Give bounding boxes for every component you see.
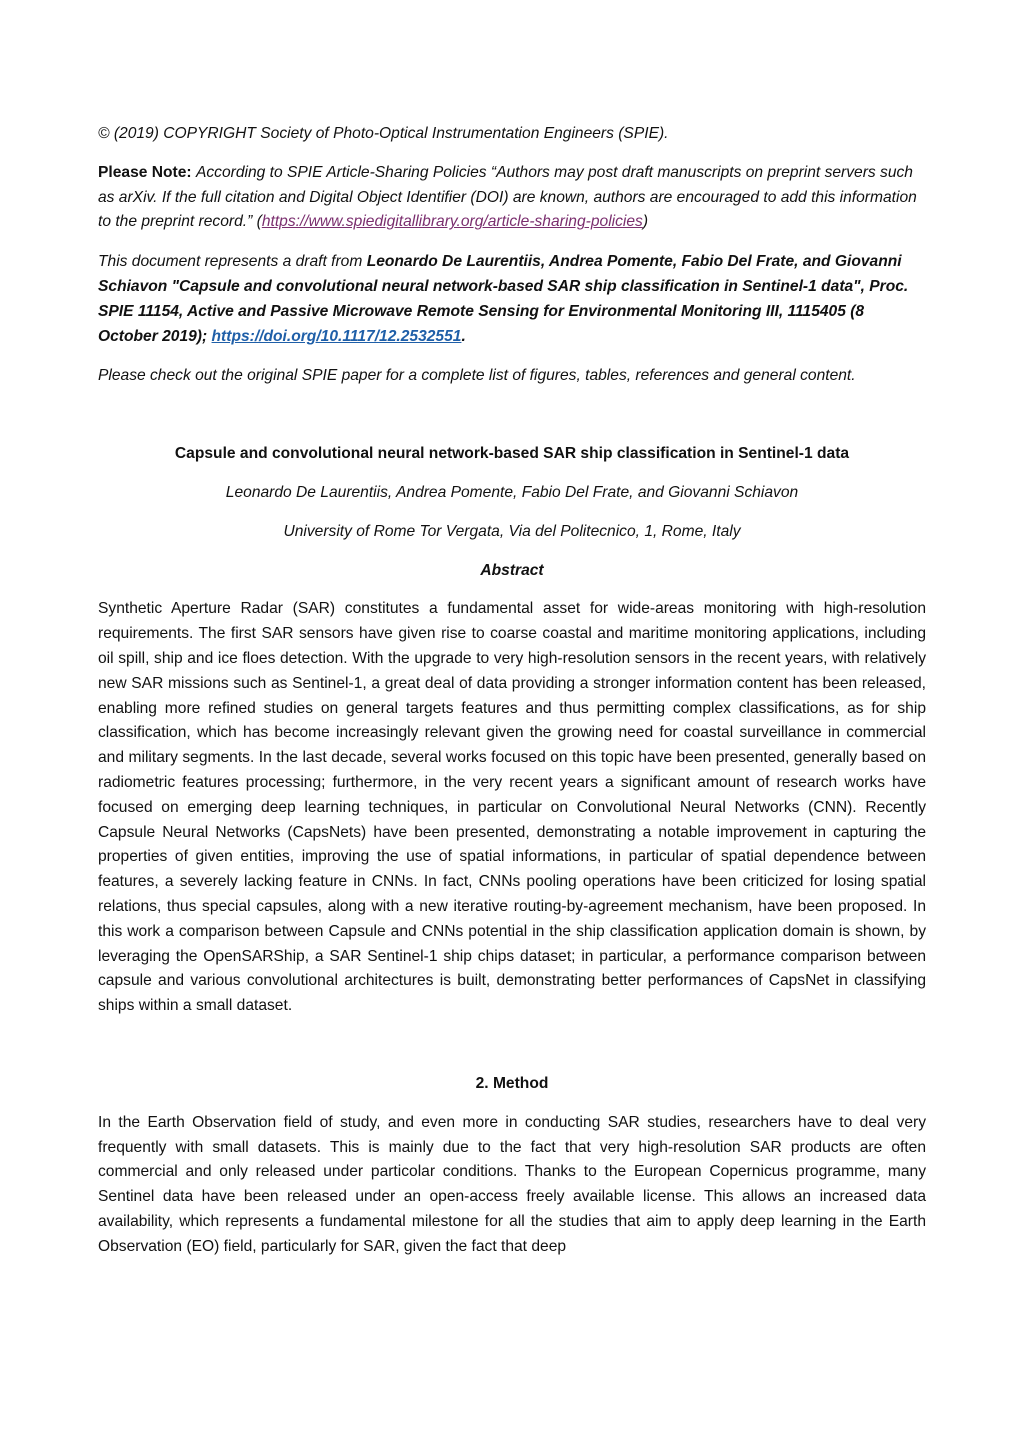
note-label: Please Note: — [98, 163, 192, 181]
section-heading-method: 2. Method — [475, 1074, 549, 1092]
policy-link[interactable]: https://www.spiedigitallibrary.org/article-sharing-policies — [261, 213, 643, 231]
draft-citation: Leonardo De Laurentiis, Andrea Pomente, Fabio Del Frate, and Giovanni Schiavon "Capsule and convolutional neural network-based SAR ship classification in Sentinel-1 data", Proc. SPIE 11154, Active and Passive Microwave Remote Sensing for Environmental Monitoring III, 1115405 (8 October 2019); — [98, 253, 909, 345]
paper-authors: Leonardo De Laurentiis, Andrea Pomente, Fabio Del Frate, and Giovanni Schiavon — [225, 483, 799, 501]
note-text: According to SPIE Article-Sharing Policies “Authors may post draft manuscripts on preprint servers such as arXiv. If the full citation and Digital Object Identifier (DOI) are known, authors are encouraged to add this information to the preprint record.” ( — [98, 163, 917, 231]
draft-prefix: This document represents a draft from — [98, 253, 367, 271]
method-body: In the Earth Observation field of study, and even more in conducting SAR studies, researchers have to deal very frequently with small datasets. This is mainly due to the fact that very high-resolution SAR products are often commercial and only released under particolar conditions. Thanks to the European Copernicus programme, many Sentinel data have been released under an open-access freely available license. This allows an increased data availability, which represents a fundamental milestone for all the studies that aim to apply deep learning in the Earth Observation (EO) field, particularly for SAR, given the fact that deep — [98, 1113, 926, 1255]
copyright-notice: © (2019) COPYRIGHT Society of Photo-Optical Instrumentation Engineers (SPIE). — [98, 125, 669, 142]
draft-statement — [98, 250, 926, 349]
paper-title: Capsule and convolutional neural network-based SAR ship classification in Sentinel-1 data — [174, 445, 850, 463]
draft-end: . — [461, 327, 466, 345]
abstract-heading: Abstract — [480, 561, 544, 579]
document-page — [98, 118, 926, 1259]
abstract-body: Synthetic Aperture Radar (SAR) constitutes a fundamental asset for wide-areas monitoring with high-resolution requirements. The first SAR sensors have given rise to coarse coastal and maritime monitoring applications, including oil spill, ship and ice floes detection. With the upgrade to very high-resolution sensors in the recent years, with relatively new SAR missions such as Sentinel-1, a great deal of data providing a stronger information content has been released, enabling more refined studies on general targets features and thus permitting complex classifications, as for ship classification, which has become increasingly relevant given the growing need for coastal surveillance in commercial and military segments. In the last decade, several works focused on this topic have been presented, generally based on radiometric features processing; furthermore, in the very recent years a significant amount of research works have focused on emerging deep learning techniques, in particular on Convolutional Neural Networks (CNN). Recently Capsule Neural Networks (CapsNets) have been presented, demonstrating a notable improvement in capturing the properties of given entities, improving the use of spatial informations, in particular of spatial dependence between features, a severely lacking feature in CNNs. In fact, CNNs pooling operations have been criticized for losing spatial relations, thus special capsules, along with a new iterative routing-by-agreement mechanism, have been proposed. In this work a comparison between Capsule and CNNs potential in the ship classification application domain is shown, by leveraging the OpenSARShip, a SAR Sentinel-1 ship chips dataset; in particular, a performance comparison between capsule and various convolutional architectures is built, demonstrating better performances of CapsNet in classifying ships within a small dataset. — [98, 600, 926, 1015]
check-note: Please check out the original SPIE paper for a complete list of figures, tables, references and general content. — [98, 367, 856, 385]
note-close: ) — [642, 213, 649, 231]
sharing-note — [98, 161, 926, 235]
doi-link[interactable]: https://doi.org/10.1117/12.2532551 — [211, 327, 462, 345]
paper-affiliation: University of Rome Tor Vergata, Via del Politecnico, 1, Rome, Italy — [283, 522, 741, 540]
